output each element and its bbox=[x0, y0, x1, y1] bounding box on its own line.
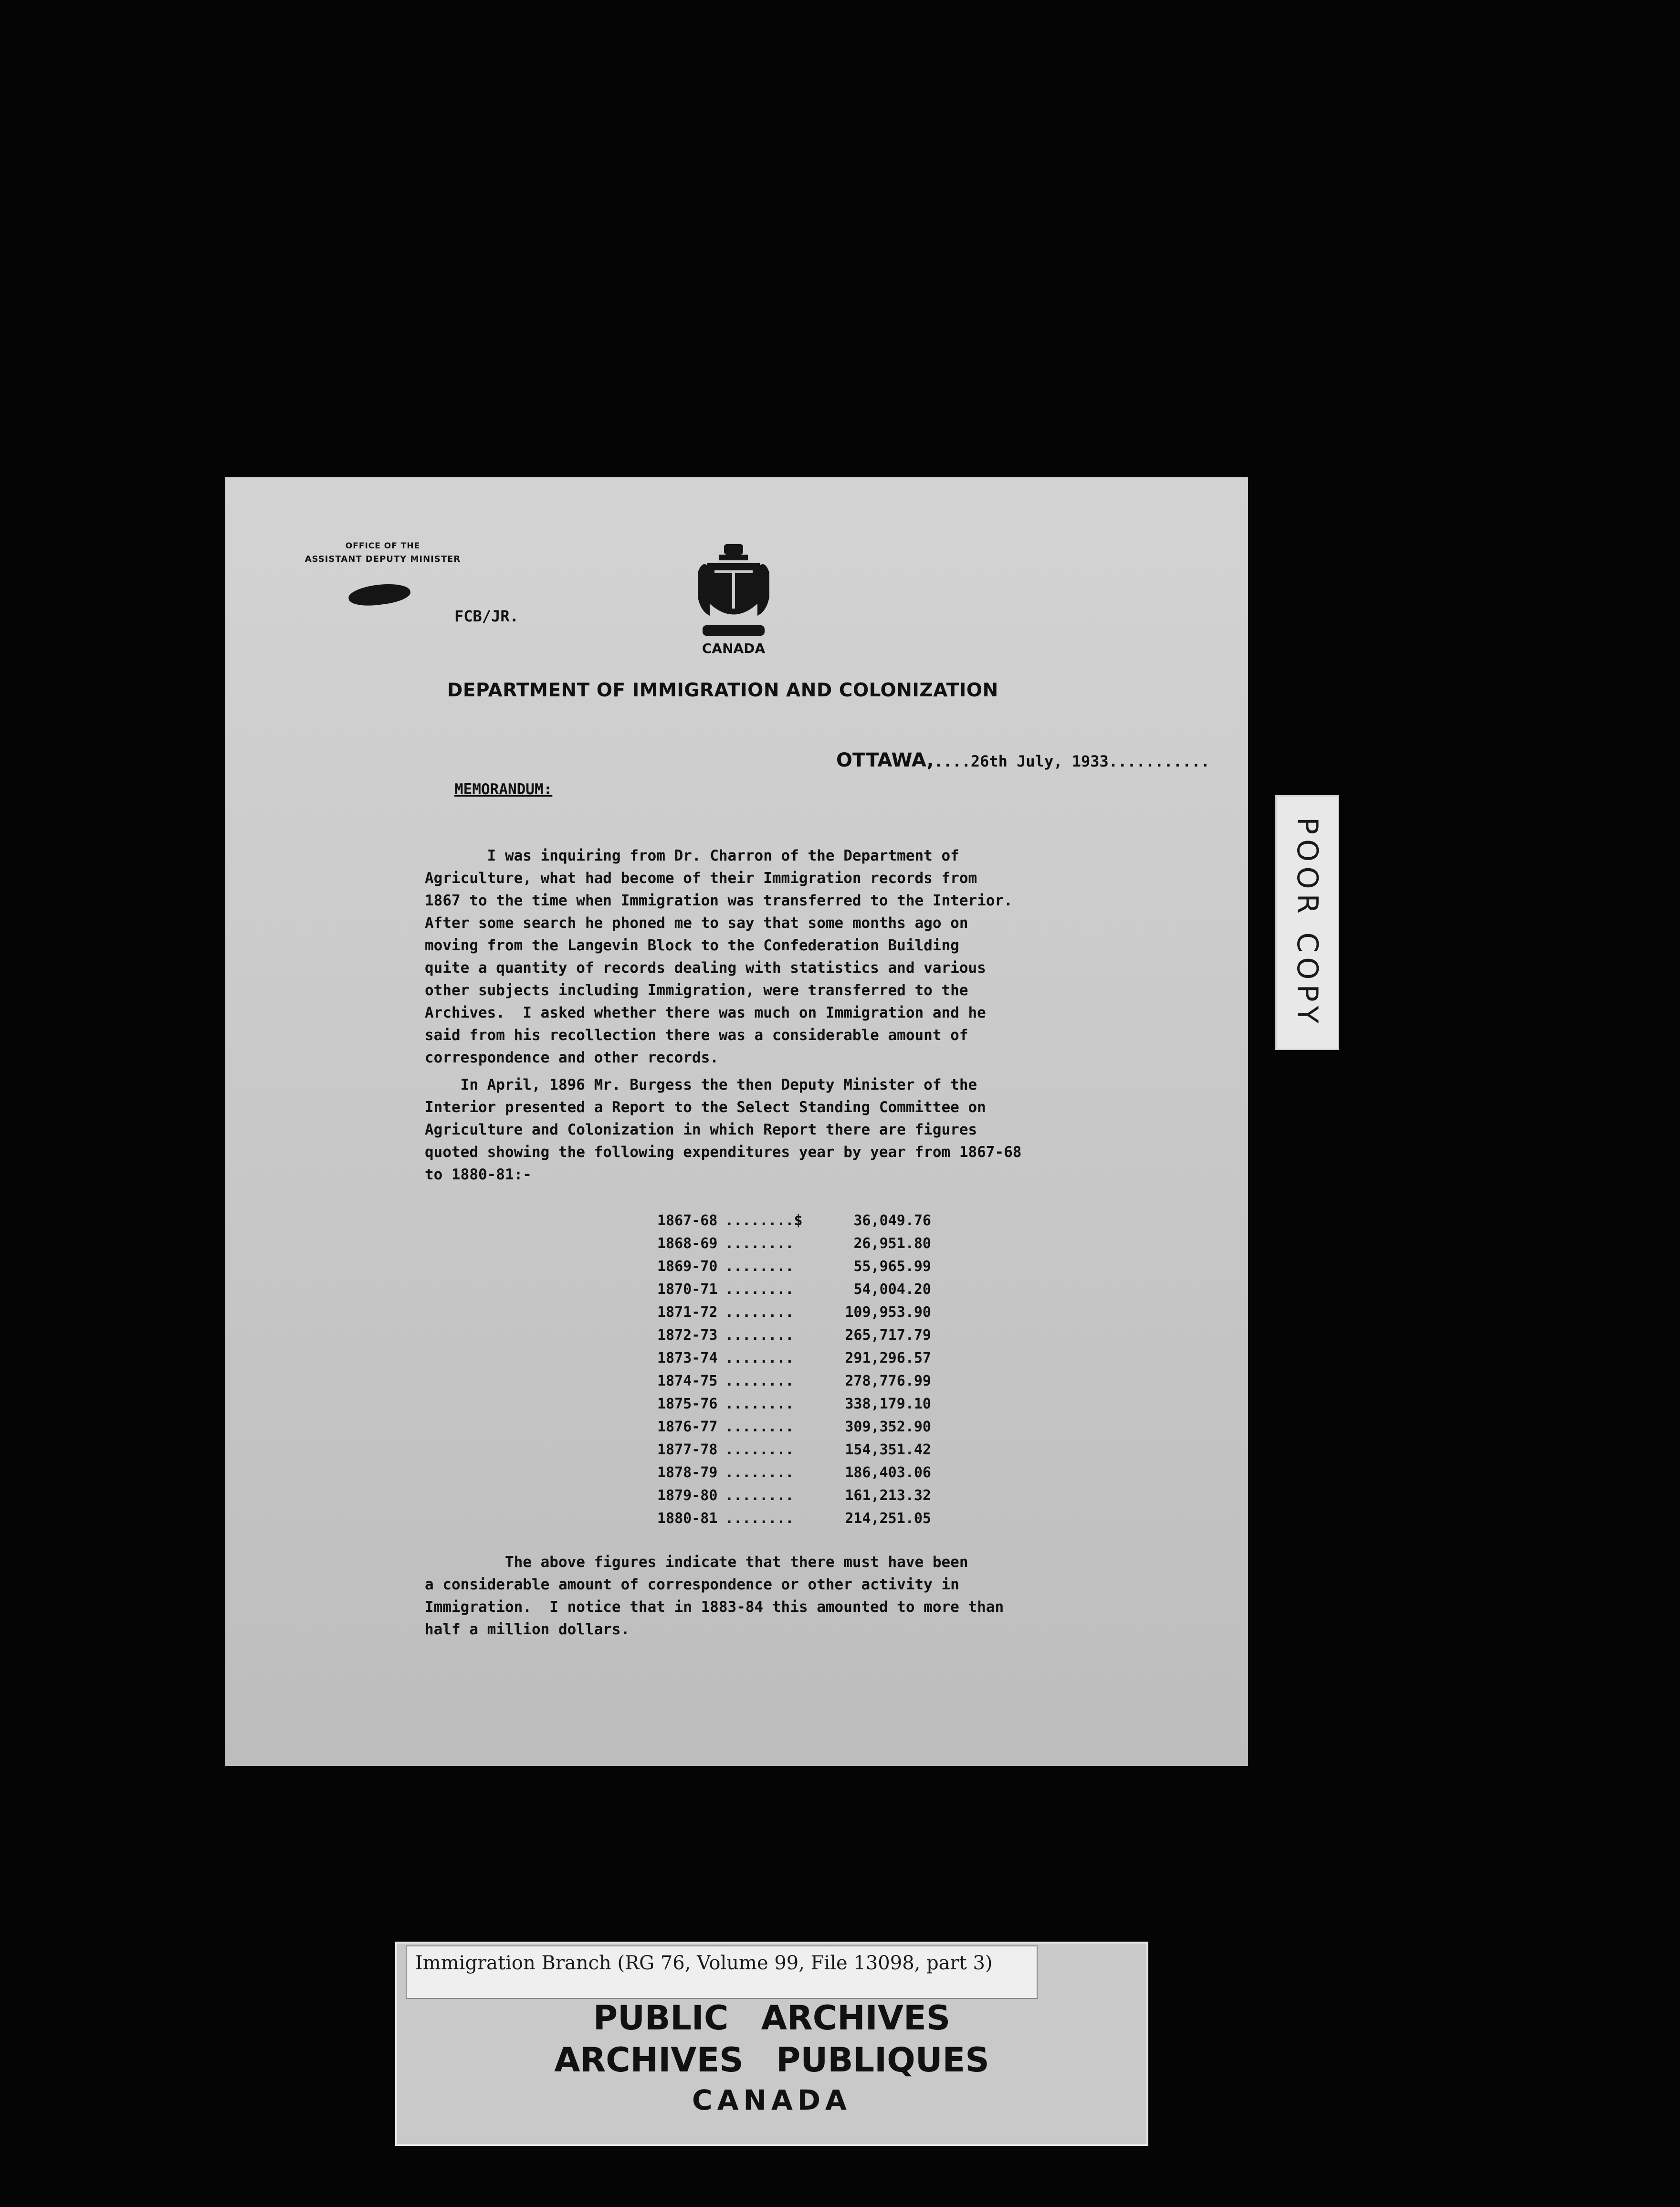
leader-dots: ........ bbox=[725, 1373, 794, 1389]
archives-line-country: CANADA bbox=[692, 2084, 851, 2116]
year-cell: 1868-69 bbox=[657, 1235, 718, 1252]
archives-label bbox=[395, 1942, 1148, 2146]
leader-dots: ........ bbox=[725, 1327, 794, 1344]
memorandum-page bbox=[225, 477, 1248, 1766]
reference-initials: FCB/JR. bbox=[454, 607, 519, 625]
leader-dots: ........ bbox=[725, 1396, 794, 1412]
table-row bbox=[657, 1393, 1001, 1416]
table-row bbox=[657, 1461, 1001, 1484]
leader-dots: ........ bbox=[725, 1510, 794, 1527]
table-row bbox=[657, 1301, 1001, 1324]
amount-cell: 278,776.99 bbox=[845, 1373, 931, 1389]
paragraph-2: In April, 1896 Mr. Burgess the then Deputy Minister of the Interior presented a Report to the Select Standing Committee on Agriculture and Colonization in which Report there are figures quoted showing the following expenditures year by year from 1867-68 to 1880-81:- bbox=[425, 1076, 1022, 1183]
amount-cell: 291,296.57 bbox=[845, 1350, 931, 1366]
dateline bbox=[836, 749, 1210, 771]
table-row bbox=[657, 1484, 1001, 1507]
table-row bbox=[657, 1439, 1001, 1461]
table-row bbox=[657, 1209, 1001, 1232]
year-cell: 1877-78 bbox=[657, 1441, 718, 1458]
memo-date: ....26th July, 1933........... bbox=[934, 752, 1210, 770]
ink-blot bbox=[347, 580, 412, 609]
amount-cell: 109,953.90 bbox=[845, 1304, 931, 1321]
leader-dots: ........ bbox=[725, 1419, 794, 1435]
year-cell: 1874-75 bbox=[657, 1373, 718, 1389]
table-row bbox=[657, 1347, 1001, 1370]
leader-dots: ........ bbox=[725, 1464, 794, 1481]
leader-dots: ........ bbox=[725, 1350, 794, 1366]
place-name: OTTAWA, bbox=[836, 749, 934, 771]
leader-dots: ........ bbox=[725, 1304, 794, 1321]
leader-dots: ........$ bbox=[725, 1212, 803, 1229]
amount-cell: 26,951.80 bbox=[853, 1235, 931, 1252]
leader-dots: ........ bbox=[725, 1235, 794, 1252]
amount-cell: 309,352.90 bbox=[845, 1419, 931, 1435]
office-line-1: OFFICE OF THE bbox=[345, 541, 420, 551]
poor-copy-stamp bbox=[1275, 795, 1339, 1050]
archives-title bbox=[397, 1997, 1146, 2119]
citation-strip bbox=[406, 1945, 1038, 1999]
paragraph-3: The above figures indicate that there must have been a considerable amount of correspondence or other activity in Immigration. I notice that in 1883-84 this amounted to more than half a million dollars. bbox=[425, 1554, 1004, 1638]
coat-of-arms-icon bbox=[698, 544, 769, 640]
amount-cell: 54,004.20 bbox=[853, 1281, 931, 1298]
leader-dots: ........ bbox=[725, 1441, 794, 1458]
amount-cell: 36,049.76 bbox=[853, 1212, 931, 1229]
amount-cell: 338,179.10 bbox=[845, 1396, 931, 1412]
year-cell: 1869-70 bbox=[657, 1258, 718, 1275]
year-cell: 1870-71 bbox=[657, 1281, 718, 1298]
year-cell: 1867-68 bbox=[657, 1212, 718, 1229]
table-row bbox=[657, 1324, 1001, 1347]
year-cell: 1879-80 bbox=[657, 1487, 718, 1504]
memorandum-label: MEMORANDUM: bbox=[454, 781, 553, 798]
leader-dots: ........ bbox=[725, 1487, 794, 1504]
year-cell: 1878-79 bbox=[657, 1464, 718, 1481]
expenditure-table bbox=[657, 1209, 1001, 1530]
file-citation: Immigration Branch (RG 76, Volume 99, File 13098, part 3) bbox=[415, 1952, 993, 1974]
department-title: DEPARTMENT OF IMMIGRATION AND COLONIZATION bbox=[447, 680, 998, 701]
office-heading bbox=[278, 539, 488, 566]
amount-cell: 55,965.99 bbox=[853, 1258, 931, 1275]
table-row bbox=[657, 1507, 1001, 1530]
table-row bbox=[657, 1232, 1001, 1255]
amount-cell: 154,351.42 bbox=[845, 1441, 931, 1458]
table-row bbox=[657, 1416, 1001, 1439]
paragraph-1: I was inquiring from Dr. Charron of the Department of Agriculture, what had become of their Immigration records from 1867 to the time when Immigration was transferred to the Interior. After some search he phoned me to say that some months ago on moving from the Langevin Block to the Confederation Building quite a quantity of records dealing with statistics and various other subjects including Immigration, were transferred to the Archives. I asked whether there was much on Immigration and he said from his recollection there was a considerable amount of correspondence and other records. bbox=[425, 847, 1013, 1066]
year-cell: 1880-81 bbox=[657, 1510, 718, 1527]
leader-dots: ........ bbox=[725, 1258, 794, 1275]
amount-cell: 214,251.05 bbox=[845, 1510, 931, 1527]
amount-cell: 186,403.06 bbox=[845, 1464, 931, 1481]
table-row bbox=[657, 1255, 1001, 1278]
year-cell: 1872-73 bbox=[657, 1327, 718, 1344]
year-cell: 1875-76 bbox=[657, 1396, 718, 1412]
office-line-2: ASSISTANT DEPUTY MINISTER bbox=[304, 554, 461, 564]
archives-line-french: ARCHIVES PUBLIQUES bbox=[554, 2040, 989, 2080]
year-cell: 1871-72 bbox=[657, 1304, 718, 1321]
year-cell: 1876-77 bbox=[657, 1419, 718, 1435]
amount-cell: 161,213.32 bbox=[845, 1487, 931, 1504]
amount-cell: 265,717.79 bbox=[845, 1327, 931, 1344]
leader-dots: ........ bbox=[725, 1281, 794, 1298]
table-row bbox=[657, 1370, 1001, 1393]
poor-copy-text: POOR COPY bbox=[1291, 817, 1324, 1029]
year-cell: 1873-74 bbox=[657, 1350, 718, 1366]
table-row bbox=[657, 1278, 1001, 1301]
archives-line-english: PUBLIC ARCHIVES bbox=[593, 1998, 951, 2038]
country-name: CANADA bbox=[702, 641, 766, 656]
